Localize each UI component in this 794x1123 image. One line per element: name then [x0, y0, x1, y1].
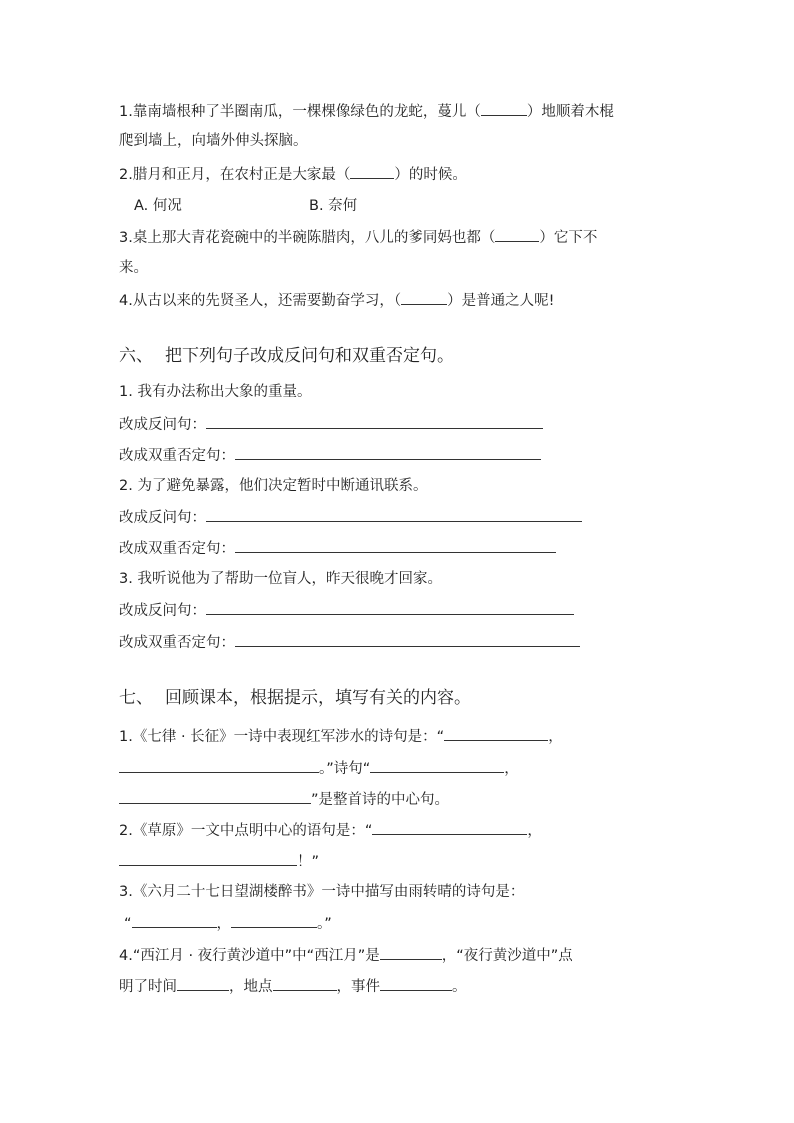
fill-item-text: 3.桌上那大青花瓷碗中的半碗陈腊肉，八儿的爹同妈也都（: [119, 230, 496, 246]
fill-item-2: [119, 164, 467, 185]
answer-blank[interactable]: [380, 945, 442, 960]
review-q3-line2: [124, 913, 332, 934]
section-number: 七、: [119, 688, 153, 708]
punctuation: ，: [548, 729, 563, 745]
question-text: 4.“西江月 · 夜行黄沙道中”中“西江月”是: [119, 948, 380, 964]
punctuation: ，: [216, 916, 232, 932]
answer-blank[interactable]: [495, 227, 539, 242]
punctuation: 。”: [317, 916, 332, 932]
rewrite-label: 改成反问句：: [119, 603, 206, 619]
fill-item-1-cont: 爬到墙上，向墙外伸头探脑。: [119, 133, 308, 149]
review-q3: 3.《六月二十七日望湖楼醉书》一诗中描写由雨转晴的诗句是：: [119, 884, 525, 900]
punctuation: ，: [527, 823, 542, 839]
question-text: 明了时间: [119, 979, 177, 995]
section-number: 六、: [119, 346, 153, 366]
answer-line[interactable]: [206, 414, 543, 429]
answer-blank[interactable]: [177, 976, 229, 991]
sentence-3: 3. 我听说他为了帮助一位盲人，昨天很晚才回家。: [119, 571, 442, 587]
answer-blank[interactable]: [119, 851, 297, 866]
rewrite-label: 改成反问句：: [119, 510, 206, 526]
question-text: 2.《草原》一文中点明中心的语句是：“: [119, 823, 373, 839]
answer-blank[interactable]: [401, 290, 447, 305]
section-7-heading: [119, 686, 471, 710]
choice-option-a[interactable]: A. 何况: [134, 198, 182, 214]
review-q1: [119, 726, 563, 747]
review-q4: [119, 945, 573, 966]
answer-blank[interactable]: [380, 976, 452, 991]
answer-blank[interactable]: [444, 726, 548, 741]
punctuation: 。: [452, 979, 467, 995]
rewrite-label: 改成双重否定句：: [119, 541, 235, 557]
answer-line[interactable]: [235, 632, 580, 647]
answer-blank[interactable]: [372, 820, 527, 835]
fill-item-text: ）地顺着木棍: [526, 104, 614, 120]
fill-item-3: [119, 227, 597, 248]
fill-item-text: ）是普通之人呢!: [447, 293, 555, 309]
question-text: 1.《七律 · 长征》一诗中表现红军涉水的诗句是：“: [119, 729, 445, 745]
fill-item-1: [119, 101, 614, 122]
section-title: 把下列句子改成反问句和双重否定句。: [165, 346, 454, 366]
sentence-1: 1. 我有办法称出大象的重量。: [119, 384, 312, 400]
answer-line[interactable]: [206, 600, 574, 615]
fill-item-text: 4.从古以来的先贤圣人，还需要勤奋学习，（: [119, 293, 402, 309]
answer-blank[interactable]: [350, 164, 394, 179]
rewrite-rq-2: [119, 507, 582, 528]
rewrite-dn-3: [119, 632, 580, 653]
rewrite-dn-2: [119, 538, 556, 559]
answer-blank[interactable]: [132, 913, 217, 928]
fill-item-text: 1.靠南墙根种了半圈南瓜，一棵棵像绿色的龙蛇，蔓儿（: [119, 104, 481, 120]
answer-blank[interactable]: [119, 789, 311, 804]
fill-item-4: [119, 290, 554, 311]
review-q4-line2: [119, 976, 467, 997]
question-text: ”是整首诗的中心句。: [311, 792, 450, 808]
rewrite-label: 改成反问句：: [119, 417, 206, 433]
rewrite-dn-1: [119, 445, 541, 466]
rewrite-label: 改成双重否定句：: [119, 635, 235, 651]
question-text: ！”: [297, 854, 320, 870]
answer-blank[interactable]: [231, 913, 317, 928]
review-q2-line2: [119, 851, 319, 872]
rewrite-rq-3: [119, 600, 574, 621]
punctuation: “: [124, 916, 132, 932]
section-6-heading: [119, 344, 454, 368]
answer-blank[interactable]: [481, 101, 527, 116]
review-q1-line2: [119, 758, 519, 779]
answer-blank[interactable]: [273, 976, 337, 991]
answer-blank[interactable]: [119, 758, 319, 773]
answer-blank[interactable]: [370, 758, 504, 773]
answer-line[interactable]: [206, 507, 582, 522]
fill-item-3-cont: 来。: [119, 260, 148, 276]
section-title: 回顾课本，根据提示，填写有关的内容。: [165, 688, 471, 708]
fill-item-text: ）它下不: [539, 230, 598, 246]
question-text: ，事件: [336, 979, 380, 995]
fill-item-text: ）的时候。: [394, 167, 467, 183]
choice-option-b[interactable]: B. 奈何: [309, 198, 358, 214]
punctuation: ，: [504, 761, 519, 777]
review-q2: [119, 820, 542, 841]
answer-line[interactable]: [235, 445, 541, 460]
fill-item-text: 2.腊月和正月，在农村正是大家最（: [119, 167, 351, 183]
question-text: ，“夜行黄沙道中”点: [441, 948, 573, 964]
review-q1-line3: [119, 789, 449, 810]
question-text: ，地点: [229, 979, 273, 995]
rewrite-rq-1: [119, 414, 543, 435]
sentence-2: 2. 为了避免暴露，他们决定暂时中断通讯联系。: [119, 478, 428, 494]
answer-line[interactable]: [235, 538, 556, 553]
rewrite-label: 改成双重否定句：: [119, 448, 235, 464]
question-text: 。”诗句“: [319, 761, 371, 777]
